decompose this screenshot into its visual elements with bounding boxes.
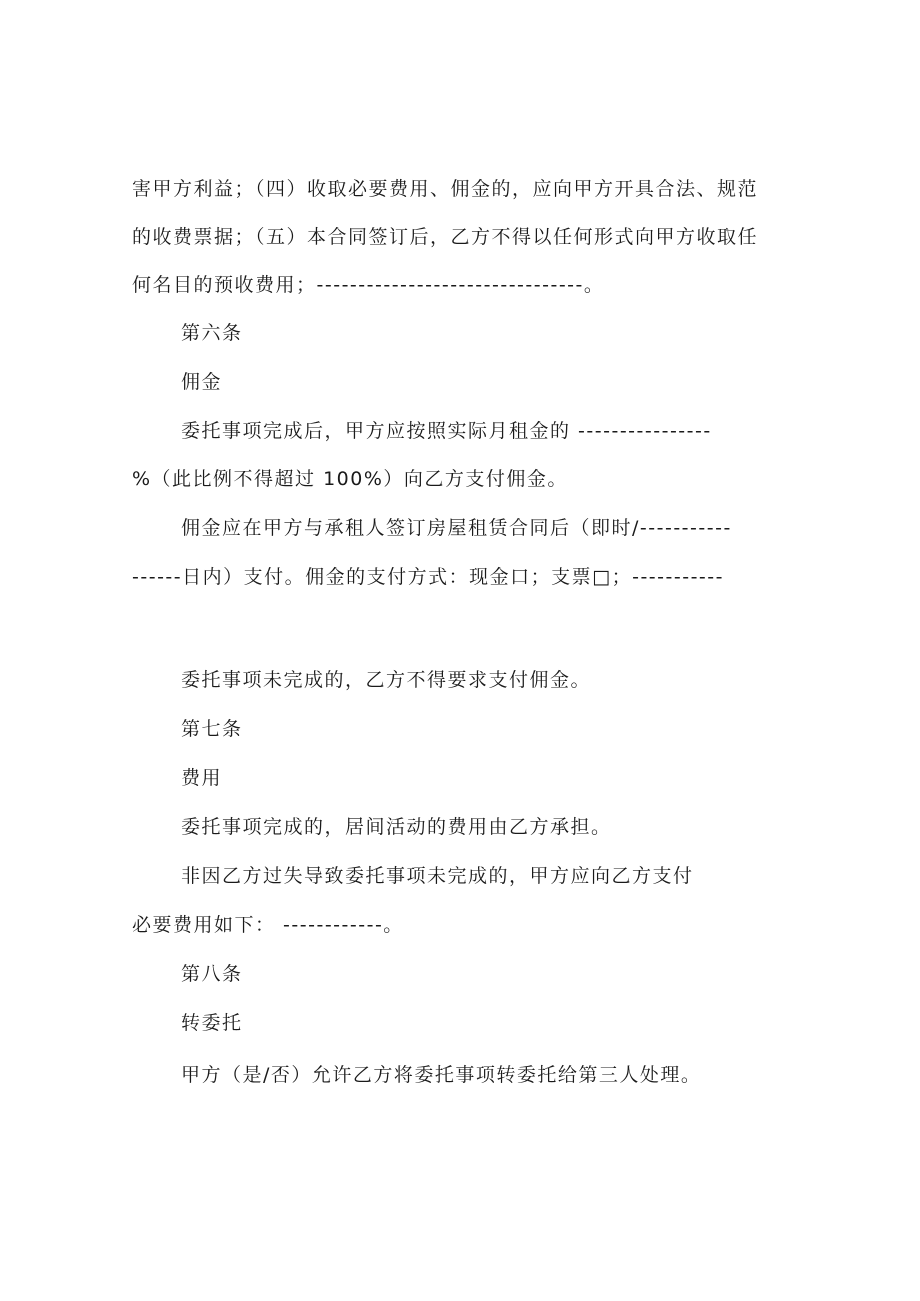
text-line: 委托事项未完成的，乙方不得要求支付佣金。 [181, 669, 592, 691]
text-line: 何名目的预收费用；--------------------------------。 [132, 274, 605, 296]
text-line: 的收费票据；（五）本合同签订后，乙方不得以任何形式向甲方收取任 [132, 226, 759, 248]
article-heading: 第六条 [181, 322, 243, 344]
text-line: 必要费用如下： ------------。 [132, 914, 404, 936]
text-line: 害甲方利益；（四）收取必要费用、佣金的，应向甲方开具合法、规范 [132, 178, 759, 200]
article-heading: 第八条 [181, 963, 243, 985]
text-line: 委托事项完成的，居间活动的费用由乙方承担。 [181, 816, 612, 838]
article-heading: 第七条 [181, 718, 243, 740]
text-line: ------日内）支付。佣金的支付方式：现金口；支票□；----------- [132, 566, 725, 588]
article-title: 佣金 [181, 371, 223, 393]
article-title: 转委托 [181, 1012, 243, 1034]
text-line: %（此比例不得超过 100%）向乙方支付佣金。 [132, 468, 568, 490]
text-line: 非因乙方过失导致委托事项未完成的，甲方应向乙方支付 [181, 865, 694, 887]
text-line: 委托事项完成后，甲方应按照实际月租金的 ---------------- [181, 420, 712, 442]
article-title: 费用 [181, 767, 223, 789]
text-line: 甲方（是/否）允许乙方将委托事项转委托给第三人处理。 [181, 1064, 702, 1086]
text-line: 佣金应在甲方与承租人签订房屋租赁合同后（即时/----------- [181, 517, 732, 539]
